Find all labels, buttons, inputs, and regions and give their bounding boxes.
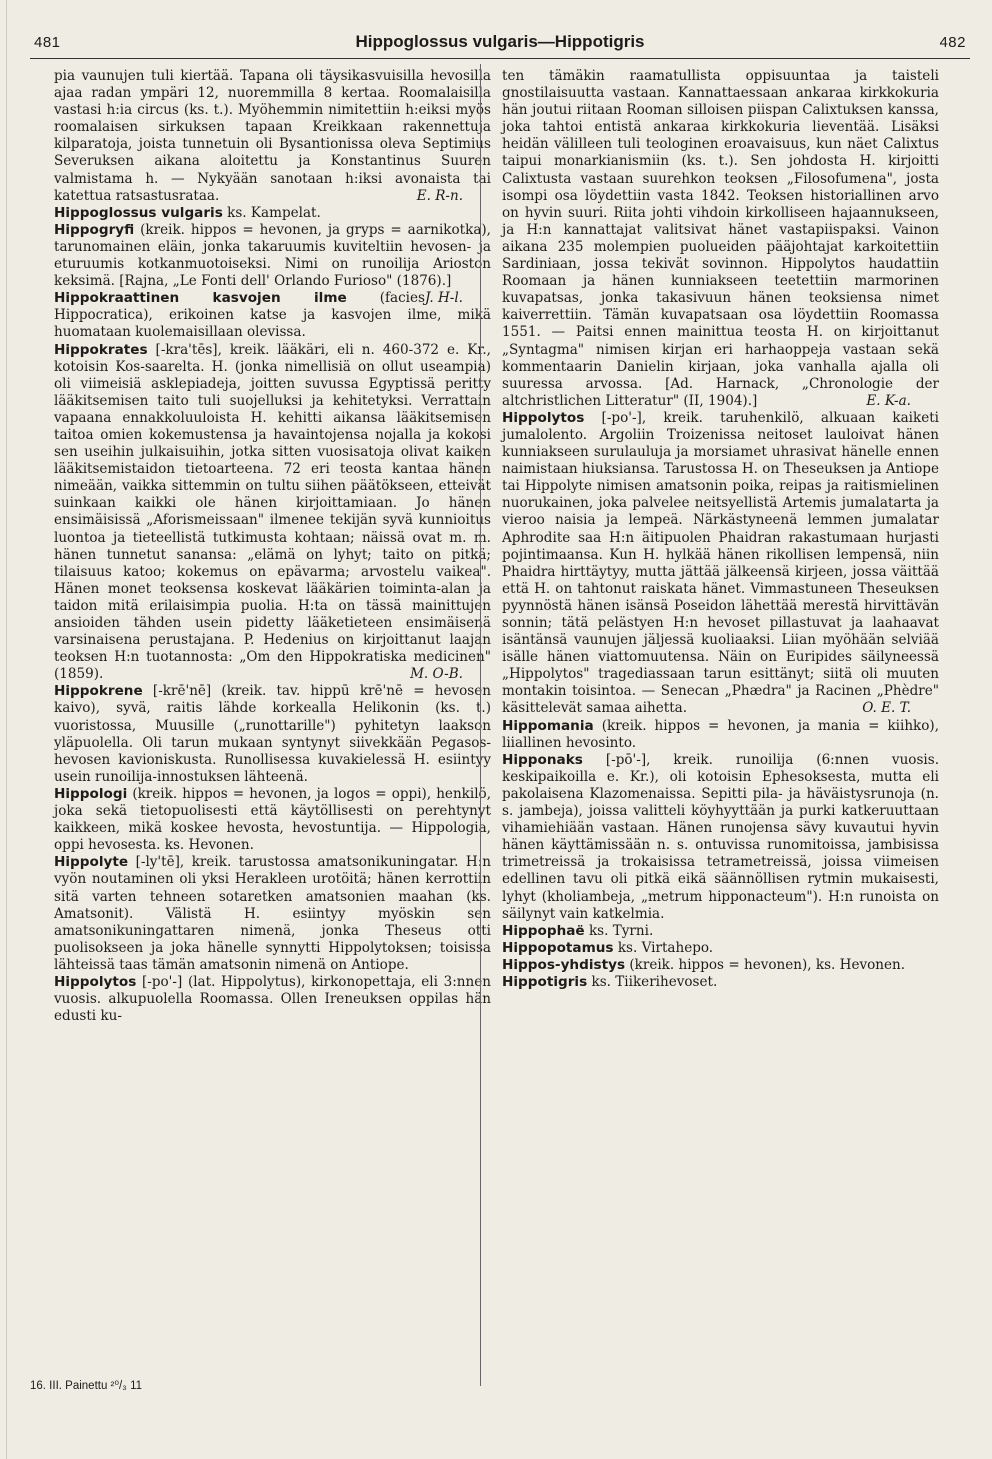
page-header bbox=[30, 30, 970, 59]
article-entry bbox=[54, 854, 491, 974]
author-signature: O. E. T. bbox=[862, 700, 911, 717]
page-number-left: 481 bbox=[34, 34, 61, 51]
entry-text: ks. Kampelat. bbox=[227, 204, 321, 221]
entry-text: (kreik. hippos = hevonen, ja logos = oppi), henkilö, joka sekä tietopuolisesti että käytöllisesti on perehtynyt kaikkeen, mikä koskee hevosta, hevostuntija. — Hippologia, oppi hevosesta. ks. Hevonen. bbox=[54, 785, 491, 854]
entry-text: ks. Tyrni. bbox=[588, 922, 654, 939]
left-column bbox=[54, 68, 491, 1025]
article-entry bbox=[54, 786, 491, 854]
entry-text: [-kra'tēs], kreik. lääkäri, eli n. 460-372 e. Kr., kotoisin Kos-saarelta. H. (jonka nimellisiä on ollut useampia) oli viimeisiä asklepiadeja, joitten suvussa Egyptissä peritty lääkitsemisen taito tuli suojelluksi ja kehitetyksi. Verrattain vapaana ennakkoluuloista H. kehitti aikansa lääkitsemisen taitoa omien kokemustensa ja havaintojensa nojalla ja kokosi sen useihin julkaisuihin, jotka sitten vuosisatoja olivat kaiken lääkitsemistaidon tietoarteena. 72 eri teosta kantaa hänen nimeään, vaikka sittemmin on tultu siihen päätökseen, etteivät suinkaan kaikki ole hänen kirjoittamiaan. Jo hänen ensimäisissä „Aforismeissaan" ilmenee tekijän syvä kunnioitus luontoa ja tieteellistä tutkimusta kohtaan; näissä ovat m. m. hänen tunnetut sanansa: „elämä on lyhyt; taito on pitkä; tilaisuus katoo; kokemus on epävarma; arvostelu vaikea". Hänen monet teoksensa koskevat lääkärien toiminta-alan ja taidon mitä erilaisimpia puolia. H:ta on tässä mainittujen ansioiden tähden usein pidetty lääketieteen ensimäisenä varsinaisena perustajana. P. Hedenius on kirjoittanut laajan teoksen H:n tuotannosta: „Om den Hippokratiska medicinen" (1859). bbox=[54, 341, 491, 683]
article-entry bbox=[502, 410, 939, 718]
printer-footer: 16. III. Painettu ²⁰/₃ 11 bbox=[30, 1380, 143, 1392]
entry-text: (facies Hippocratica), erikoinen katse ja kasvojen ilme, mikä huomataan kuolemaisillaan olevissa. bbox=[54, 290, 491, 341]
article-entry bbox=[502, 718, 939, 752]
article-entry bbox=[54, 683, 491, 786]
running-title: Hippoglossus vulgaris—Hippotigris bbox=[355, 32, 645, 51]
article-entry bbox=[502, 923, 939, 940]
author-signature: E. K-a. bbox=[866, 392, 911, 409]
article-entry bbox=[54, 205, 491, 222]
entry-text: (kreik. hippos = hevonen, ja gryps = aarnikotka), tarunomainen eläin, jonka takaruumis kuviteltiin hevosen- ja eturuumis kotkanmuotoiseksi. Nimi on runoilija Arioston keksimä. [Rajna, „Le Fonti dell' Orlando Furioso" (1876).] bbox=[54, 221, 491, 290]
entry-text: [-pō'-], kreik. runoilija (6:nnen vuosis. keskipaikoilla e. Kr.), oli kotoisin Ephesoksesta, mutta eli pakolaisena Klazomenaissa. Sepitti pila- ja häväistysrunoja (n. s. jambeja), joissa valitteli köyhyyttään ja purki katkeruuttaan vihamiehiään vastaan. Hänen runojensa sävy kuvautui hyvin hänen käyttämissään n. s. ontuvissa runomitoissa, jambisissa trimetreissä ja trokaisissa tetrametreissä, joissa viimeisen edellinen tavu oli pitkä eikä säännöllisen rytmin mukaisesti, lyhyt (kholiambeja, „metrum hipponacteum"). H:n runoista on säilynyt vain katkelmia. bbox=[502, 751, 940, 922]
entry-headword: Hippokrene bbox=[54, 683, 143, 700]
article-entry bbox=[502, 68, 939, 410]
page-number-right: 482 bbox=[939, 34, 966, 51]
entry-text: [-po'-], kreik. taruhenkilö, alkuaan kaiketi jumalolento. Argoliin Troizenissa neitoset lauloivat hänen kunniakseen surulauluja ja morsiamet uhrasivat hänelle ennen naimistaan hiuksiansa. Tarustossa H. on Theseuksen ja Antiope tai Hippolyte nimisen amatsonin poika, reipas ja raitismielinen nuorukainen, joka palvelee neitsyellistä Artemis jumalatarta ja vieroo naisia ja lempeä. Närkästyneenä lemmen jumalatar Aphrodite saa H:n äitipuolen Phaidran rakastumaan hurjasti pojintimaansa. Kun H. hylkää hänen rikollisen lempensä, niin Phaidra hirttäytyy, mutta jättää jälkeensä kirjeen, jossa väittää että H. on tahtonut raiskata hänet. Vimmastuneen Theseuksen pyynnöstä hänen isänsä Poseidon lähettää merestä hirvittävän sonnin; tätä pelästyen H:n hevoset pillastuvat ja laahaavat isäntänsä vaunujen jäljessä kuoliaaksi. Liian myöhään selviää isälle hänen viattomuutensa. Näin on Euripides säilyneessä „Hippolytos" tragediassaan tarun esittänyt; siitä oli muuten montakin toisintoa. — Senecan „Phædra" ja Racinen „Phèdre" käsittelevät samaa aihetta. bbox=[502, 409, 939, 717]
entry-headword: Hippomania bbox=[502, 717, 594, 734]
entry-headword: Hippolyte bbox=[54, 854, 129, 871]
entry-text: ks. Virtahepo. bbox=[617, 939, 714, 956]
entry-headword: Hippologi bbox=[54, 785, 128, 802]
author-signature: M. O-B. bbox=[410, 666, 463, 683]
author-signature: E. R-n. bbox=[416, 187, 463, 204]
entry-text: [-po'-] (lat. Hippolytus), kirkonopettaja, eli 3:nnen vuosis. alkupuolella Roomassa. Ollen Ireneuksen oppilas hän edusti ku- bbox=[54, 973, 491, 1025]
entry-text: (kreik. hippos = hevonen), ks. Hevonen. bbox=[629, 956, 906, 973]
article-entry bbox=[502, 957, 939, 974]
column-divider bbox=[480, 64, 481, 1386]
entry-text: ks. Tiikerihevoset. bbox=[591, 973, 718, 990]
article-entry bbox=[54, 342, 491, 684]
article-entry bbox=[502, 940, 939, 957]
entry-text: (kreik. hippos = hevonen, ja mania = kiihko), liiallinen hevosinto. bbox=[502, 717, 939, 751]
entry-headword: Hippokraattinen kasvojen ilme bbox=[54, 290, 347, 307]
entry-headword: Hippopotamus bbox=[502, 939, 614, 956]
article-entry bbox=[54, 974, 491, 1025]
entry-headword: Hipponaks bbox=[502, 751, 583, 768]
article-entry bbox=[502, 974, 939, 991]
entry-headword: Hippokrates bbox=[54, 341, 148, 358]
entry-text: pia vaunujen tuli kiertää. Tapana oli täysikasvuisilla hevosilla ajaa radan ympäri 12, nuoremmilla 8 kertaa. Roomalaisilla vastasi h:ia circus (ks. t.). Myöhemmin nimitettiin h:eiksi myös roomalaisen sirkuksen tapaan Kreikkaan rakennettuja kilparatoja, joista tunnetuin oli Bysantionissa oleva Septimius Severuksen aikana aloitettu ja Konstantinus Suuren valmistama h. — Nykyään sanotaan h:iksi avonaista tai katettua ratsastusrataa. bbox=[54, 68, 491, 204]
entry-headword: Hippogryfi bbox=[54, 221, 135, 238]
entry-headword: Hippolytos bbox=[54, 973, 137, 990]
entry-headword: Hippotigris bbox=[502, 973, 588, 990]
entry-text: [-ly'tē], kreik. tarustossa amatsonikuningatar. H:n vyön noutaminen oli yksi Herakleen urotöitä; hänen kerrottiin sitä varten tehneen sotaretken amatsonien maahan (ks. Amatsonit). Välistä H. esiintyy myöskin sen amatsonikuningattaren nimenä, jonka Theseus otti puolisokseen ja joka hänelle synnytti Hippolytoksen; toisissa lähteissä taas tämän amatsonin nimenä on Antiope. bbox=[54, 854, 491, 973]
author-signature: J. H-l. bbox=[424, 290, 463, 307]
entry-headword: Hippoglossus vulgaris bbox=[54, 204, 223, 221]
article-entry bbox=[54, 68, 491, 205]
article-entry bbox=[502, 752, 939, 923]
page-edge-line bbox=[6, 0, 7, 1459]
right-column bbox=[502, 68, 939, 991]
entry-text: ten tämäkin raamatullista oppisuuntaa ja taisteli gnostilaisuutta vastaan. Kannattaessaan ankaraa kirkkokuria hän joutui riitaan Rooman silloisen piispan Calixtuksen kanssa, joka tahtoi entistä ankaraa kirkkokuria lieventää. Lisäksi heidän välilleen tuli teologinen eroavaisuus, kun näet Calixtus taipui monarkianismiin (ks. t.). Sen johdosta H. kirjoitti Calixtusta vastaan suurehkon teoksen „Filosofumena", josta isompi osa löydettiin vasta 1842. Teoksen historiallinen arvo on hyvin suuri. Riita johti vihdoin kirkolliseen hajaannukseen, ja H:n kannattajat valitsivat hänet vastapiispaksi. Vainon aikana 235 molempien puolueiden pääjohtajat karkoitettiin Sardiniaan, jossa tekivät sovinnon. Hippolytos haudattiin Roomaan ja hänen kunniakseen teetettiin marmorinen kuvapatsas, jonka takasivuun hänen teoksiensa nimet kaiverrettiin. Tämän kuvapatsaan osa löydettiin Roomassa 1551. — Paitsi ennen mainittua teosta H. on kirjoittanut „Syntagma" nimisen kirjan eri harhaoppeja vastaan sekä kommentaarin Danielin kirjaan, joka vanhalla ajalla oli suuressa arvossa. [Ad. Harnack, „Chronologie der altchristlichen Litteratur" (II, 1904).] bbox=[502, 68, 939, 409]
entry-headword: Hippos-yhdistys bbox=[502, 956, 626, 973]
entry-headword: Hippophaë bbox=[502, 922, 585, 939]
entry-headword: Hippolytos bbox=[502, 409, 585, 426]
entry-text: [-krē'nē] (kreik. tav. hippū krē'nē = hevosen kaivo), syvä, raitis lähde korkealla Helikonin (ks. t.) vuoristossa, Muusille („runottarille") pyhitetyn laakson yläpuolella. Oli tarun mukaan syntynyt siivekkään Pegasos-hevosen kavioniskusta. Runollisessa kuvakielessä H. esiintyy usein runoilija-innostuksen lähteenä. bbox=[54, 683, 491, 785]
